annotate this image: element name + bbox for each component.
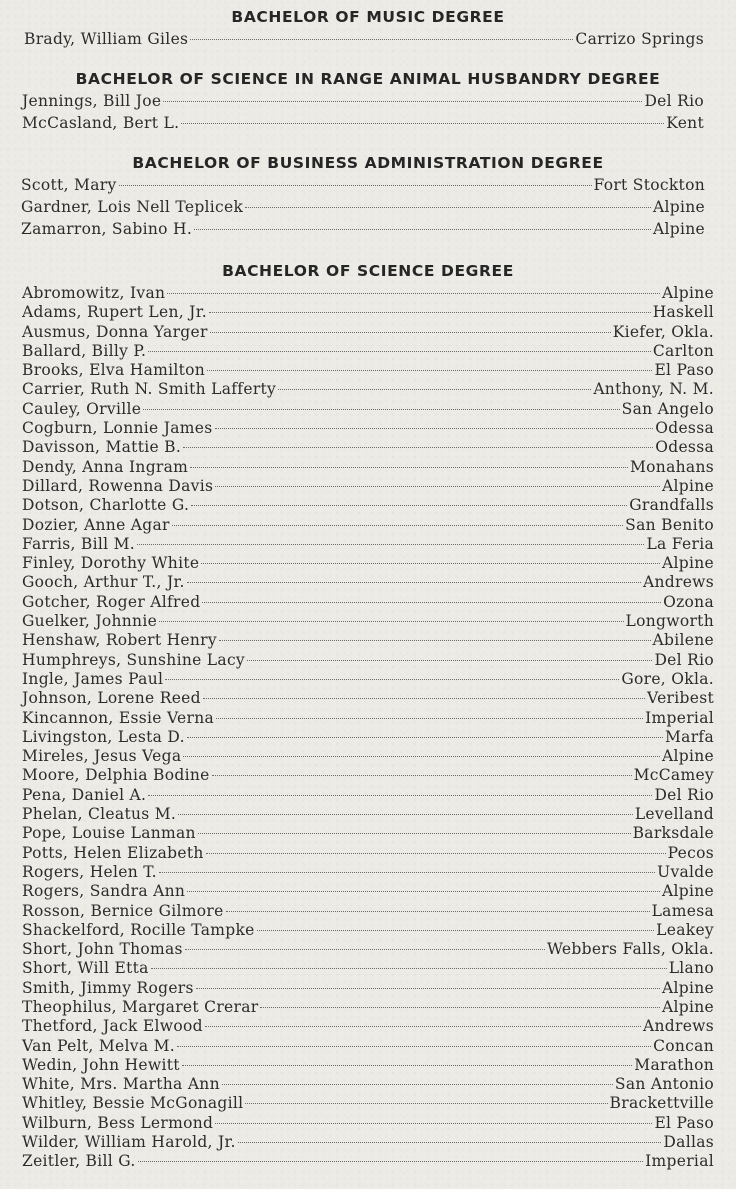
hometown: Odessa — [655, 438, 714, 457]
graduate-name: Guelker, Johnnie — [22, 612, 158, 631]
list-item — [22, 303, 714, 322]
hometown: San Angelo — [621, 399, 714, 418]
list-item — [22, 959, 714, 978]
graduate-name: Dozier, Anne Agar — [22, 515, 170, 534]
dot-leader — [198, 833, 631, 834]
dot-leader — [182, 1065, 633, 1066]
dot-leader — [159, 872, 655, 873]
dot-leader — [196, 988, 660, 989]
list-item — [22, 824, 714, 843]
hometown: Imperial — [645, 1152, 714, 1171]
dot-leader — [191, 505, 627, 506]
hometown: Del Rio — [654, 650, 714, 669]
section-bachelor-of-music — [0, 6, 736, 50]
hometown: Haskell — [652, 303, 714, 322]
section-heading: BACHELOR OF MUSIC DEGREE — [231, 8, 505, 26]
list-item — [22, 612, 714, 631]
dot-leader — [185, 949, 545, 950]
hometown: Pecos — [667, 843, 714, 862]
dot-leader — [203, 698, 645, 699]
list-item — [22, 670, 714, 689]
hometown: Del Rio — [644, 92, 704, 110]
hometown: Alpine — [662, 747, 714, 766]
list-item — [22, 361, 714, 380]
graduate-name: Wedin, John Hewitt — [22, 1055, 180, 1074]
hometown: Odessa — [655, 419, 714, 438]
hometown: Dallas — [663, 1133, 714, 1152]
dot-leader — [205, 1026, 641, 1027]
dot-leader — [177, 1046, 651, 1047]
hometown: McCamey — [633, 766, 714, 785]
hometown: El Paso — [654, 1113, 714, 1132]
dot-leader — [159, 621, 624, 622]
dot-leader — [215, 486, 660, 487]
graduate-name: Kincannon, Essie Verna — [22, 708, 215, 727]
hometown: Veribest — [647, 689, 714, 708]
hometown: Longworth — [625, 612, 714, 631]
list-item — [22, 689, 714, 708]
graduate-name: Dotson, Charlotte G. — [22, 496, 190, 515]
dot-leader — [138, 1161, 644, 1162]
list-item — [22, 786, 714, 805]
list-item — [22, 631, 714, 650]
hometown: Fort Stockton — [593, 176, 705, 194]
list-item — [22, 998, 714, 1017]
graduate-name: Abromowitz, Ivan — [22, 284, 166, 302]
section-heading: BACHELOR OF BUSINESS ADMINISTRATION DEGREE — [132, 154, 604, 172]
hometown: Monahans — [630, 457, 714, 476]
graduate-name: Davisson, Mattie B. — [22, 438, 182, 457]
dot-leader — [201, 563, 660, 564]
graduate-name: White, Mrs. Martha Ann — [22, 1075, 220, 1094]
graduate-name: Van Pelt, Melva M. — [22, 1036, 175, 1055]
graduate-name: Short, Will Etta — [22, 959, 149, 978]
hometown: El Paso — [654, 361, 714, 380]
graduate-name: Carrier, Ruth N. Smith Lafferty — [22, 380, 277, 399]
hometown: Barksdale — [632, 824, 714, 843]
graduate-name: Zeitler, Bill G. — [22, 1152, 136, 1171]
hometown: Lamesa — [651, 901, 714, 920]
dot-leader — [238, 1142, 662, 1143]
dot-leader — [187, 891, 660, 892]
graduate-name: Thetford, Jack Elwood — [22, 1017, 203, 1036]
entry-list — [0, 28, 736, 50]
hometown: Alpine — [653, 198, 705, 216]
graduate-name: Brady, William Giles — [24, 30, 189, 48]
graduate-name: Moore, Delphia Bodine — [22, 766, 210, 785]
graduate-name: McCasland, Bert L. — [22, 114, 180, 132]
dot-leader — [183, 756, 660, 757]
hometown: Del Rio — [654, 785, 714, 804]
list-item — [22, 882, 714, 901]
dot-leader — [181, 123, 664, 124]
hometown: Marathon — [634, 1055, 714, 1074]
graduate-name: Johnson, Lorene Reed — [22, 689, 201, 708]
list-item — [22, 1114, 714, 1133]
graduate-name: Farris, Bill M. — [22, 534, 136, 553]
list-item — [22, 438, 714, 457]
hometown: Alpine — [662, 284, 714, 302]
list-item — [22, 921, 714, 940]
graduate-name: Dillard, Rowenna Davis — [22, 476, 214, 495]
dot-leader — [222, 1084, 613, 1085]
dot-leader — [137, 544, 644, 545]
list-item — [22, 1037, 714, 1056]
dot-leader — [148, 795, 652, 796]
list-item — [22, 342, 714, 361]
hometown: Alpine — [662, 882, 714, 901]
list-item — [22, 902, 714, 921]
hometown: Kent — [666, 114, 704, 132]
list-item — [22, 535, 714, 554]
list-item — [22, 709, 714, 728]
hometown: Llano — [668, 959, 714, 978]
dot-leader — [247, 660, 652, 661]
dot-leader — [165, 679, 619, 680]
hometown: Andrews — [642, 573, 714, 592]
hometown: San Benito — [625, 515, 714, 534]
hometown: Webbers Falls, Okla. — [546, 940, 714, 959]
dot-leader — [212, 775, 632, 776]
list-item — [22, 554, 714, 573]
dot-leader — [219, 640, 651, 641]
dot-leader — [278, 389, 591, 390]
list-item — [22, 1133, 714, 1152]
hometown: San Antonio — [614, 1075, 714, 1094]
dot-leader — [143, 409, 619, 410]
graduate-name: Wilburn, Bess Lermond — [22, 1113, 214, 1132]
section-heading: BACHELOR OF SCIENCE DEGREE — [222, 262, 514, 280]
hometown: Imperial — [645, 708, 714, 727]
list-item — [22, 323, 714, 342]
list-item — [22, 573, 714, 592]
dot-leader — [187, 737, 663, 738]
hometown: Brackettville — [609, 1094, 714, 1113]
graduate-name: Rogers, Sandra Ann — [22, 882, 186, 901]
graduate-name: Gardner, Lois Nell Teplicek — [21, 198, 244, 216]
dot-leader — [151, 968, 667, 969]
section-bachelor-of-science — [0, 260, 736, 1172]
hometown: Concan — [653, 1036, 714, 1055]
dot-leader — [178, 814, 633, 815]
graduate-name: Cauley, Orville — [22, 399, 142, 418]
graduate-name: Adams, Rupert Len, Jr. — [22, 303, 207, 322]
graduate-name: Ballard, Billy P. — [22, 341, 147, 360]
graduate-name: Short, John Thomas — [22, 940, 183, 959]
list-item — [22, 477, 714, 496]
graduate-name: Brooks, Elva Hamilton — [22, 361, 206, 380]
list-item — [22, 284, 714, 303]
dot-leader — [245, 207, 651, 208]
list-item — [22, 805, 714, 824]
hometown: Alpine — [662, 978, 714, 997]
graduate-name: Smith, Jimmy Rogers — [22, 978, 194, 997]
dot-leader — [245, 1103, 607, 1104]
graduate-name: Pope, Louise Lanman — [22, 824, 196, 843]
hometown: Leakey — [656, 920, 714, 939]
list-item — [22, 496, 714, 515]
dot-leader — [257, 930, 655, 931]
hometown: Levelland — [634, 805, 714, 824]
list-item — [22, 651, 714, 670]
graduate-name: Phelan, Cleatus M. — [22, 805, 177, 824]
list-item — [22, 1017, 714, 1036]
dot-leader — [167, 293, 660, 294]
list-item — [22, 863, 714, 882]
dot-leader — [216, 718, 643, 719]
hometown: Grandfalls — [629, 496, 714, 515]
list-item — [22, 747, 714, 766]
graduate-name: Wilder, William Harold, Jr. — [22, 1133, 236, 1152]
list-item — [22, 419, 714, 438]
hometown: Alpine — [662, 554, 714, 573]
hometown: Uvalde — [657, 862, 714, 881]
list-item — [22, 766, 714, 785]
graduate-name: Pena, Daniel A. — [22, 785, 147, 804]
hometown: Carlton — [652, 341, 714, 360]
dot-leader — [148, 351, 651, 352]
entry-list — [0, 282, 736, 1172]
list-item — [22, 1075, 714, 1094]
dot-leader — [210, 332, 611, 333]
hometown: Carrizo Springs — [575, 30, 704, 48]
list-item — [22, 979, 714, 998]
hometown: Alpine — [653, 220, 705, 238]
dot-leader — [215, 1123, 652, 1124]
list-item — [22, 516, 714, 535]
list-item — [22, 458, 714, 477]
list-item — [22, 593, 714, 612]
graduate-name: Henshaw, Robert Henry — [22, 631, 217, 650]
list-item — [22, 1152, 714, 1171]
hometown: Ozona — [663, 592, 714, 611]
dot-leader — [172, 525, 623, 526]
dot-leader — [183, 447, 653, 448]
dot-leader — [260, 1007, 660, 1008]
graduate-name: Theophilus, Margaret Crerar — [22, 997, 259, 1016]
list-item — [22, 380, 714, 399]
graduate-name: Jennings, Bill Joe — [22, 92, 162, 110]
list-item — [22, 1056, 714, 1075]
graduate-name: Gooch, Arthur T., Jr. — [22, 573, 185, 592]
entry-list — [0, 174, 736, 240]
list-item — [22, 400, 714, 419]
dot-leader — [206, 853, 666, 854]
list-item — [22, 90, 704, 112]
hometown: La Feria — [646, 534, 714, 553]
hometown: Kiefer, Okla. — [612, 322, 714, 341]
dot-leader — [194, 229, 651, 230]
dot-leader — [209, 312, 651, 313]
entry-list — [0, 90, 736, 134]
list-item — [22, 940, 714, 959]
dot-leader — [190, 39, 573, 40]
dot-leader — [202, 602, 661, 603]
list-item — [22, 728, 714, 747]
dot-leader — [207, 370, 652, 371]
section-bachelor-of-science-range-animal-husbandry — [0, 68, 736, 134]
graduate-name: Rogers, Helen T. — [22, 862, 157, 881]
hometown: Alpine — [662, 476, 714, 495]
list-item — [22, 112, 704, 134]
graduate-name: Humphreys, Sunshine Lacy — [22, 650, 245, 669]
section-bachelor-of-business-administration — [0, 152, 736, 240]
graduate-name: Potts, Helen Elizabeth — [22, 843, 204, 862]
graduate-name: Gotcher, Roger Alfred — [22, 592, 201, 611]
hometown: Alpine — [662, 997, 714, 1016]
dot-leader — [215, 428, 654, 429]
dot-leader — [187, 582, 641, 583]
hometown: Andrews — [642, 1017, 714, 1036]
graduate-name: Cogburn, Lonnie James — [22, 419, 213, 438]
hometown: Marfa — [665, 727, 714, 746]
list-item — [21, 174, 705, 196]
hometown: Gore, Okla. — [621, 669, 714, 688]
graduate-name: Livingston, Lesta D. — [22, 727, 185, 746]
graduate-name: Mireles, Jesus Vega — [22, 747, 182, 766]
list-item — [21, 218, 705, 240]
graduate-name: Finley, Dorothy White — [22, 554, 200, 573]
dot-leader — [190, 467, 628, 468]
dot-leader — [226, 911, 650, 912]
section-heading: BACHELOR OF SCIENCE IN RANGE ANIMAL HUSBANDRY DEGREE — [75, 70, 661, 88]
dot-leader — [163, 101, 642, 102]
dot-leader — [119, 185, 592, 186]
graduate-name: Rosson, Bernice Gilmore — [22, 901, 224, 920]
list-item — [22, 844, 714, 863]
graduate-name: Whitley, Bessie McGonagill — [22, 1094, 244, 1113]
list-item — [24, 28, 704, 50]
hometown: Abilene — [652, 631, 714, 650]
graduate-name: Scott, Mary — [21, 176, 117, 194]
hometown: Anthony, N. M. — [593, 380, 714, 399]
graduate-name: Zamarron, Sabino H. — [21, 220, 193, 238]
graduate-name: Ausmus, Donna Yarger — [22, 322, 208, 341]
list-item — [21, 196, 705, 218]
graduate-name: Dendy, Anna Ingram — [22, 457, 189, 476]
graduate-name: Shackelford, Rocille Tampke — [22, 920, 255, 939]
list-item — [22, 1094, 714, 1113]
graduate-name: Ingle, James Paul — [22, 669, 164, 688]
